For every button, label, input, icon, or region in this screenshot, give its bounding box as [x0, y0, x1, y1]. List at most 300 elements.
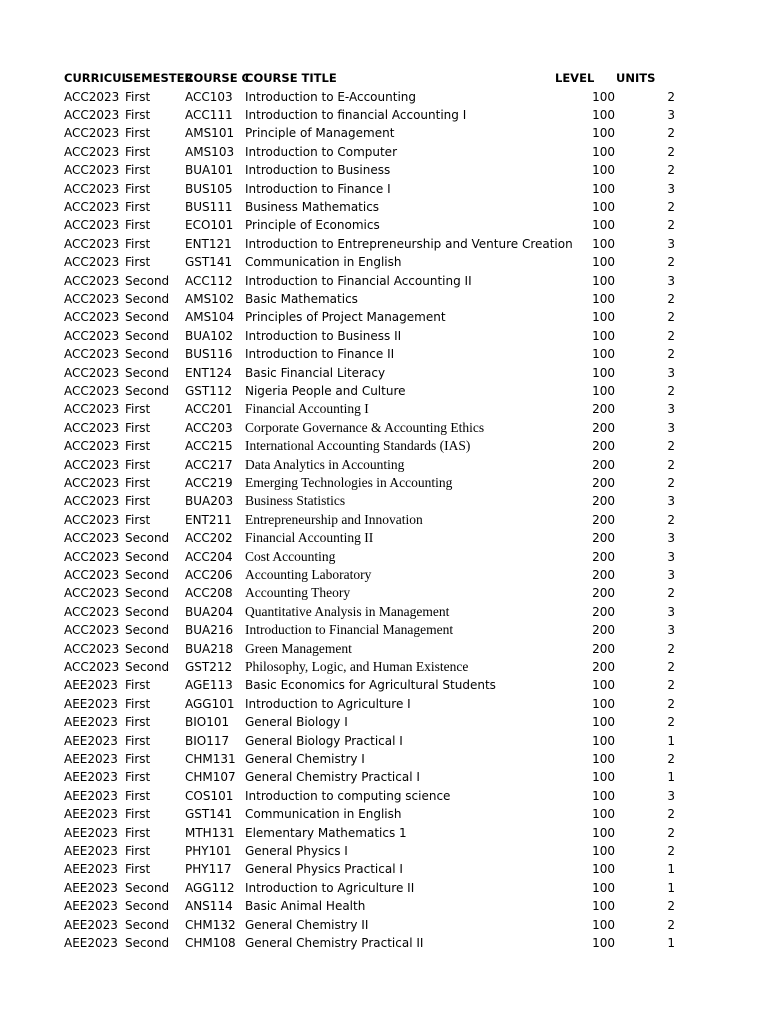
- cell-level[interactable]: 200: [592, 402, 615, 417]
- cell-course-title[interactable]: Cost Accounting: [245, 548, 336, 564]
- cell-units[interactable]: 3: [667, 549, 675, 564]
- cell-course-code[interactable]: CHM131: [185, 751, 236, 766]
- cell-semester[interactable]: Second: [125, 383, 170, 398]
- cell-curriculum[interactable]: ACC2023: [64, 107, 120, 122]
- cell-course-title[interactable]: Principles of Project Management: [245, 310, 446, 325]
- cell-level[interactable]: 100: [592, 218, 615, 233]
- cell-units[interactable]: 1: [667, 880, 675, 895]
- cell-course-title[interactable]: Financial Accounting II: [245, 530, 374, 546]
- cell-units[interactable]: 3: [667, 788, 675, 803]
- cell-units[interactable]: 3: [667, 273, 675, 288]
- cell-units[interactable]: 2: [667, 659, 675, 674]
- cell-level[interactable]: 200: [592, 420, 615, 435]
- cell-units[interactable]: 1: [667, 862, 675, 877]
- cell-course-code[interactable]: ECO101: [185, 218, 234, 233]
- cell-course-code[interactable]: BUA102: [185, 328, 234, 343]
- cell-curriculum[interactable]: AEE2023: [64, 715, 118, 730]
- cell-semester[interactable]: First: [125, 770, 151, 785]
- cell-semester[interactable]: Second: [125, 291, 170, 306]
- cell-units[interactable]: 1: [667, 935, 675, 950]
- cell-semester[interactable]: Second: [125, 623, 170, 638]
- cell-course-code[interactable]: AGE113: [185, 678, 233, 693]
- table-row: [0, 768, 768, 786]
- cell-course-code[interactable]: BUA204: [185, 604, 234, 619]
- cell-semester[interactable]: First: [125, 439, 151, 454]
- header-course-code[interactable]: COURSE C: [185, 71, 250, 85]
- cell-course-code[interactable]: COS101: [185, 788, 234, 803]
- cell-curriculum[interactable]: AEE2023: [64, 751, 118, 766]
- cell-course-code[interactable]: BUA216: [185, 623, 234, 638]
- cell-course-code[interactable]: BUS105: [185, 181, 233, 196]
- cell-curriculum[interactable]: ACC2023: [64, 291, 120, 306]
- cell-curriculum[interactable]: ACC2023: [64, 199, 120, 214]
- cell-curriculum[interactable]: ACC2023: [64, 310, 120, 325]
- cell-level[interactable]: 200: [592, 494, 615, 509]
- cell-course-title[interactable]: Nigeria People and Culture: [245, 383, 406, 398]
- table-row: [0, 640, 768, 658]
- cell-units[interactable]: 2: [667, 899, 675, 914]
- cell-level[interactable]: 100: [592, 899, 615, 914]
- cell-semester[interactable]: Second: [125, 641, 170, 656]
- cell-level[interactable]: 100: [592, 788, 615, 803]
- cell-course-title[interactable]: Corporate Governance & Accounting Ethics: [245, 419, 485, 435]
- cell-course-title[interactable]: Basic Mathematics: [245, 291, 358, 306]
- cell-units[interactable]: 3: [667, 494, 675, 509]
- cell-curriculum[interactable]: ACC2023: [64, 273, 120, 288]
- cell-curriculum[interactable]: ACC2023: [64, 475, 120, 490]
- cell-course-title[interactable]: Introduction to Computer: [245, 144, 397, 159]
- cell-level[interactable]: 200: [592, 549, 615, 564]
- cell-course-code[interactable]: GST141: [185, 255, 233, 270]
- cell-units[interactable]: 2: [667, 291, 675, 306]
- cell-course-title[interactable]: General Chemistry I: [245, 751, 365, 766]
- cell-semester[interactable]: First: [125, 733, 151, 748]
- cell-level[interactable]: 100: [592, 678, 615, 693]
- table-row: [0, 676, 768, 694]
- cell-semester[interactable]: First: [125, 402, 151, 417]
- cell-course-title[interactable]: Business Mathematics: [245, 199, 380, 214]
- cell-units[interactable]: 3: [667, 420, 675, 435]
- cell-semester[interactable]: First: [125, 751, 151, 766]
- cell-level[interactable]: 100: [592, 199, 615, 214]
- cell-course-code[interactable]: ACC201: [185, 402, 233, 417]
- cell-units[interactable]: 2: [667, 199, 675, 214]
- cell-curriculum[interactable]: AEE2023: [64, 696, 118, 711]
- table-row: [0, 124, 768, 142]
- cell-units[interactable]: 2: [667, 586, 675, 601]
- cell-semester[interactable]: First: [125, 163, 151, 178]
- cell-course-title[interactable]: Principle of Management: [245, 126, 395, 141]
- cell-course-title[interactable]: Basic Economics for Agricultural Students: [245, 678, 496, 693]
- cell-curriculum[interactable]: ACC2023: [64, 420, 120, 435]
- cell-curriculum[interactable]: ACC2023: [64, 328, 120, 343]
- cell-semester[interactable]: First: [125, 807, 151, 822]
- cell-course-code[interactable]: ACC202: [185, 531, 233, 546]
- cell-units[interactable]: 2: [667, 310, 675, 325]
- cell-units[interactable]: 2: [667, 126, 675, 141]
- table-row: [0, 437, 768, 455]
- cell-semester[interactable]: Second: [125, 365, 170, 380]
- cell-level[interactable]: 100: [592, 255, 615, 270]
- cell-course-code[interactable]: AGG112: [185, 880, 235, 895]
- cell-units[interactable]: 2: [667, 255, 675, 270]
- cell-course-title[interactable]: Introduction to Agriculture II: [245, 880, 415, 895]
- table-row: [0, 824, 768, 842]
- cell-curriculum[interactable]: AEE2023: [64, 807, 118, 822]
- cell-units[interactable]: 3: [667, 604, 675, 619]
- cell-curriculum[interactable]: AEE2023: [64, 770, 118, 785]
- cell-course-title[interactable]: Introduction to Finance I: [245, 181, 391, 196]
- cell-units[interactable]: 3: [667, 181, 675, 196]
- cell-course-code[interactable]: AMS104: [185, 310, 235, 325]
- cell-course-code[interactable]: MTH131: [185, 825, 235, 840]
- cell-semester[interactable]: Second: [125, 567, 170, 582]
- cell-course-code[interactable]: ACC208: [185, 586, 233, 601]
- cell-curriculum[interactable]: ACC2023: [64, 255, 120, 270]
- cell-course-title[interactable]: General Biology Practical I: [245, 733, 403, 748]
- cell-units[interactable]: 2: [667, 383, 675, 398]
- cell-course-code[interactable]: AMS102: [185, 291, 235, 306]
- cell-course-code[interactable]: CHM107: [185, 770, 236, 785]
- cell-level[interactable]: 100: [592, 273, 615, 288]
- cell-units[interactable]: 2: [667, 641, 675, 656]
- cell-curriculum[interactable]: ACC2023: [64, 402, 120, 417]
- cell-units[interactable]: 2: [667, 475, 675, 490]
- cell-semester[interactable]: Second: [125, 604, 170, 619]
- cell-curriculum[interactable]: ACC2023: [64, 181, 120, 196]
- cell-curriculum[interactable]: AEE2023: [64, 899, 118, 914]
- cell-course-title[interactable]: Green Management: [245, 640, 352, 656]
- cell-level[interactable]: 100: [592, 825, 615, 840]
- cell-units[interactable]: 2: [667, 347, 675, 362]
- cell-semester[interactable]: First: [125, 715, 151, 730]
- cell-units[interactable]: 2: [667, 917, 675, 932]
- cell-curriculum[interactable]: ACC2023: [64, 236, 120, 251]
- cell-units[interactable]: 2: [667, 715, 675, 730]
- cell-course-title[interactable]: Introduction to Entrepreneurship and Venture Creation: [245, 236, 573, 251]
- cell-semester[interactable]: First: [125, 457, 151, 472]
- cell-level[interactable]: 100: [592, 328, 615, 343]
- cell-units[interactable]: 2: [667, 218, 675, 233]
- cell-course-code[interactable]: AGG101: [185, 696, 235, 711]
- cell-semester[interactable]: Second: [125, 899, 170, 914]
- cell-semester[interactable]: First: [125, 255, 151, 270]
- cell-course-title[interactable]: Data Analytics in Accounting: [245, 456, 405, 472]
- cell-curriculum[interactable]: AEE2023: [64, 788, 118, 803]
- cell-units[interactable]: 2: [667, 89, 675, 104]
- cell-curriculum[interactable]: ACC2023: [64, 623, 120, 638]
- cell-semester[interactable]: First: [125, 236, 151, 251]
- cell-units[interactable]: 1: [667, 770, 675, 785]
- cell-semester[interactable]: First: [125, 512, 151, 527]
- cell-course-title[interactable]: Communication in English: [245, 807, 402, 822]
- cell-units[interactable]: 3: [667, 107, 675, 122]
- cell-level[interactable]: 200: [592, 457, 615, 472]
- cell-semester[interactable]: First: [125, 825, 151, 840]
- cell-level[interactable]: 200: [592, 567, 615, 582]
- header-semester[interactable]: SEMESTER: [125, 71, 194, 85]
- cell-semester[interactable]: Second: [125, 310, 170, 325]
- cell-units[interactable]: 3: [667, 623, 675, 638]
- cell-level[interactable]: 100: [592, 917, 615, 932]
- cell-semester[interactable]: Second: [125, 880, 170, 895]
- cell-units[interactable]: 2: [667, 843, 675, 858]
- cell-course-code[interactable]: ACC112: [185, 273, 233, 288]
- cell-units[interactable]: 3: [667, 567, 675, 582]
- header-curriculum[interactable]: CURRICUL: [64, 71, 129, 85]
- cell-course-title[interactable]: Accounting Theory: [245, 585, 351, 601]
- cell-course-title[interactable]: Introduction to Financial Management: [245, 622, 454, 638]
- table-row: [0, 529, 768, 547]
- table-row: [0, 750, 768, 768]
- cell-semester[interactable]: First: [125, 89, 151, 104]
- cell-course-code[interactable]: BUA218: [185, 641, 234, 656]
- table-row: [0, 272, 768, 290]
- cell-level[interactable]: 100: [592, 107, 615, 122]
- cell-curriculum[interactable]: ACC2023: [64, 549, 120, 564]
- cell-course-code[interactable]: CHM108: [185, 935, 236, 950]
- cell-semester[interactable]: Second: [125, 659, 170, 674]
- cell-semester[interactable]: First: [125, 843, 151, 858]
- cell-curriculum[interactable]: ACC2023: [64, 659, 120, 674]
- header-units[interactable]: UNITS: [616, 71, 656, 85]
- cell-level[interactable]: 100: [592, 181, 615, 196]
- cell-level[interactable]: 100: [592, 310, 615, 325]
- cell-units[interactable]: 2: [667, 439, 675, 454]
- cell-curriculum[interactable]: AEE2023: [64, 678, 118, 693]
- cell-course-title[interactable]: Philosophy, Logic, and Human Existence: [245, 658, 469, 674]
- cell-curriculum[interactable]: ACC2023: [64, 439, 120, 454]
- cell-course-code[interactable]: BIO117: [185, 733, 230, 748]
- cell-course-code[interactable]: ANS114: [185, 899, 233, 914]
- cell-level[interactable]: 100: [592, 751, 615, 766]
- cell-course-code[interactable]: CHM132: [185, 917, 236, 932]
- cell-course-code[interactable]: BUA101: [185, 163, 234, 178]
- cell-course-title[interactable]: General Chemistry Practical II: [245, 935, 424, 950]
- cell-curriculum[interactable]: ACC2023: [64, 144, 120, 159]
- cell-course-title[interactable]: Introduction to Agriculture I: [245, 696, 411, 711]
- cell-level[interactable]: 100: [592, 365, 615, 380]
- cell-curriculum[interactable]: ACC2023: [64, 604, 120, 619]
- cell-course-title[interactable]: General Chemistry II: [245, 917, 369, 932]
- cell-curriculum[interactable]: AEE2023: [64, 917, 118, 932]
- cell-level[interactable]: 200: [592, 475, 615, 490]
- header-course-title[interactable]: COURSE TITLE: [245, 71, 337, 85]
- cell-course-code[interactable]: ENT124: [185, 365, 232, 380]
- cell-level[interactable]: 100: [592, 696, 615, 711]
- cell-level[interactable]: 200: [592, 641, 615, 656]
- cell-course-title[interactable]: Introduction to Financial Accounting II: [245, 273, 472, 288]
- cell-level[interactable]: 100: [592, 935, 615, 950]
- cell-semester[interactable]: Second: [125, 273, 170, 288]
- cell-level[interactable]: 100: [592, 807, 615, 822]
- cell-curriculum[interactable]: AEE2023: [64, 880, 118, 895]
- cell-units[interactable]: 2: [667, 328, 675, 343]
- cell-units[interactable]: 2: [667, 457, 675, 472]
- cell-course-title[interactable]: Basic Financial Literacy: [245, 365, 386, 380]
- header-level[interactable]: LEVEL: [555, 71, 595, 85]
- cell-units[interactable]: 3: [667, 402, 675, 417]
- cell-curriculum[interactable]: AEE2023: [64, 825, 118, 840]
- cell-curriculum[interactable]: ACC2023: [64, 567, 120, 582]
- cell-curriculum[interactable]: AEE2023: [64, 733, 118, 748]
- cell-level[interactable]: 100: [592, 236, 615, 251]
- cell-semester[interactable]: First: [125, 475, 151, 490]
- cell-course-code[interactable]: PHY101: [185, 843, 232, 858]
- cell-level[interactable]: 100: [592, 163, 615, 178]
- cell-course-code[interactable]: ACC217: [185, 457, 233, 472]
- cell-course-code[interactable]: ACC206: [185, 567, 233, 582]
- cell-level[interactable]: 100: [592, 347, 615, 362]
- cell-course-title[interactable]: General Physics I: [245, 843, 348, 858]
- cell-level[interactable]: 200: [592, 604, 615, 619]
- cell-level[interactable]: 100: [592, 291, 615, 306]
- cell-course-title[interactable]: Introduction to financial Accounting I: [245, 107, 467, 122]
- cell-course-title[interactable]: Introduction to computing science: [245, 788, 451, 803]
- cell-level[interactable]: 100: [592, 770, 615, 785]
- cell-semester[interactable]: Second: [125, 531, 170, 546]
- cell-units[interactable]: 3: [667, 236, 675, 251]
- cell-curriculum[interactable]: AEE2023: [64, 935, 118, 950]
- cell-units[interactable]: 2: [667, 144, 675, 159]
- cell-semester[interactable]: First: [125, 494, 151, 509]
- cell-curriculum[interactable]: ACC2023: [64, 512, 120, 527]
- cell-units[interactable]: 2: [667, 807, 675, 822]
- cell-course-code[interactable]: BUA203: [185, 494, 234, 509]
- cell-course-title[interactable]: General Biology I: [245, 715, 348, 730]
- cell-semester[interactable]: First: [125, 107, 151, 122]
- cell-semester[interactable]: First: [125, 126, 151, 141]
- cell-course-title[interactable]: International Accounting Standards (IAS): [245, 438, 471, 454]
- cell-course-code[interactable]: ACC219: [185, 475, 233, 490]
- table-row: [0, 216, 768, 234]
- cell-units[interactable]: 2: [667, 512, 675, 527]
- cell-curriculum[interactable]: AEE2023: [64, 843, 118, 858]
- cell-course-code[interactable]: GST141: [185, 807, 233, 822]
- cell-curriculum[interactable]: ACC2023: [64, 641, 120, 656]
- cell-level[interactable]: 100: [592, 862, 615, 877]
- cell-course-title[interactable]: Introduction to Finance II: [245, 347, 395, 362]
- cell-course-code[interactable]: GST212: [185, 659, 233, 674]
- cell-course-code[interactable]: ENT211: [185, 512, 232, 527]
- cell-course-title[interactable]: Quantitative Analysis in Management: [245, 603, 450, 619]
- cell-semester[interactable]: First: [125, 862, 151, 877]
- cell-level[interactable]: 200: [592, 659, 615, 674]
- cell-units[interactable]: 2: [667, 163, 675, 178]
- cell-course-title[interactable]: Introduction to Business II: [245, 328, 402, 343]
- cell-level[interactable]: 100: [592, 383, 615, 398]
- cell-semester[interactable]: First: [125, 420, 151, 435]
- cell-semester[interactable]: First: [125, 696, 151, 711]
- cell-course-code[interactable]: ACC111: [185, 107, 233, 122]
- cell-semester[interactable]: First: [125, 181, 151, 196]
- cell-level[interactable]: 200: [592, 512, 615, 527]
- cell-course-title[interactable]: Entrepreneurship and Innovation: [245, 511, 423, 527]
- cell-course-title[interactable]: Introduction to E-Accounting: [245, 89, 416, 104]
- cell-curriculum[interactable]: AEE2023: [64, 862, 118, 877]
- cell-course-title[interactable]: Financial Accounting I: [245, 401, 369, 417]
- cell-course-code[interactable]: BUS116: [185, 347, 233, 362]
- cell-course-code[interactable]: GST112: [185, 383, 233, 398]
- cell-curriculum[interactable]: ACC2023: [64, 494, 120, 509]
- cell-curriculum[interactable]: ACC2023: [64, 365, 120, 380]
- cell-semester[interactable]: First: [125, 788, 151, 803]
- cell-course-code[interactable]: ENT121: [185, 236, 232, 251]
- cell-course-code[interactable]: ACC204: [185, 549, 233, 564]
- cell-level[interactable]: 100: [592, 843, 615, 858]
- cell-course-title[interactable]: Basic Animal Health: [245, 899, 366, 914]
- cell-curriculum[interactable]: ACC2023: [64, 126, 120, 141]
- cell-level[interactable]: 200: [592, 531, 615, 546]
- cell-semester[interactable]: Second: [125, 549, 170, 564]
- cell-units[interactable]: 2: [667, 825, 675, 840]
- cell-course-title[interactable]: General Chemistry Practical I: [245, 770, 420, 785]
- cell-semester[interactable]: First: [125, 144, 151, 159]
- cell-semester[interactable]: Second: [125, 347, 170, 362]
- cell-semester[interactable]: Second: [125, 917, 170, 932]
- cell-units[interactable]: 2: [667, 751, 675, 766]
- cell-course-code[interactable]: ACC103: [185, 89, 233, 104]
- cell-level[interactable]: 200: [592, 623, 615, 638]
- cell-level[interactable]: 100: [592, 733, 615, 748]
- cell-course-code[interactable]: BUS111: [185, 199, 233, 214]
- cell-curriculum[interactable]: ACC2023: [64, 347, 120, 362]
- cell-course-title[interactable]: Accounting Laboratory: [245, 566, 372, 582]
- cell-curriculum[interactable]: ACC2023: [64, 89, 120, 104]
- cell-course-code[interactable]: ACC215: [185, 439, 233, 454]
- cell-course-title[interactable]: Introduction to Business: [245, 163, 391, 178]
- table-row: [0, 345, 768, 363]
- cell-course-title[interactable]: Business Statistics: [245, 493, 346, 509]
- cell-level[interactable]: 200: [592, 586, 615, 601]
- cell-curriculum[interactable]: ACC2023: [64, 163, 120, 178]
- cell-units[interactable]: 3: [667, 531, 675, 546]
- cell-units[interactable]: 2: [667, 696, 675, 711]
- cell-course-code[interactable]: AMS103: [185, 144, 235, 159]
- cell-course-title[interactable]: Communication in English: [245, 255, 402, 270]
- cell-semester[interactable]: First: [125, 678, 151, 693]
- cell-semester[interactable]: Second: [125, 328, 170, 343]
- cell-level[interactable]: 100: [592, 89, 615, 104]
- cell-course-code[interactable]: ACC203: [185, 420, 233, 435]
- cell-level[interactable]: 100: [592, 126, 615, 141]
- cell-level[interactable]: 200: [592, 439, 615, 454]
- cell-semester[interactable]: First: [125, 199, 151, 214]
- cell-semester[interactable]: Second: [125, 935, 170, 950]
- cell-curriculum[interactable]: ACC2023: [64, 218, 120, 233]
- cell-course-code[interactable]: AMS101: [185, 126, 235, 141]
- cell-course-title[interactable]: Principle of Economics: [245, 218, 380, 233]
- cell-units[interactable]: 3: [667, 365, 675, 380]
- cell-level[interactable]: 100: [592, 715, 615, 730]
- cell-curriculum[interactable]: ACC2023: [64, 457, 120, 472]
- cell-course-title[interactable]: General Physics Practical I: [245, 862, 403, 877]
- table-row: [0, 658, 768, 676]
- cell-curriculum[interactable]: ACC2023: [64, 383, 120, 398]
- cell-course-title[interactable]: Elementary Mathematics 1: [245, 825, 407, 840]
- cell-curriculum[interactable]: ACC2023: [64, 586, 120, 601]
- cell-course-code[interactable]: PHY117: [185, 862, 232, 877]
- cell-units[interactable]: 1: [667, 733, 675, 748]
- cell-course-code[interactable]: BIO101: [185, 715, 230, 730]
- cell-units[interactable]: 2: [667, 678, 675, 693]
- cell-course-title[interactable]: Emerging Technologies in Accounting: [245, 474, 453, 490]
- cell-curriculum[interactable]: ACC2023: [64, 531, 120, 546]
- cell-semester[interactable]: First: [125, 218, 151, 233]
- cell-level[interactable]: 100: [592, 144, 615, 159]
- cell-level[interactable]: 100: [592, 880, 615, 895]
- cell-semester[interactable]: Second: [125, 586, 170, 601]
